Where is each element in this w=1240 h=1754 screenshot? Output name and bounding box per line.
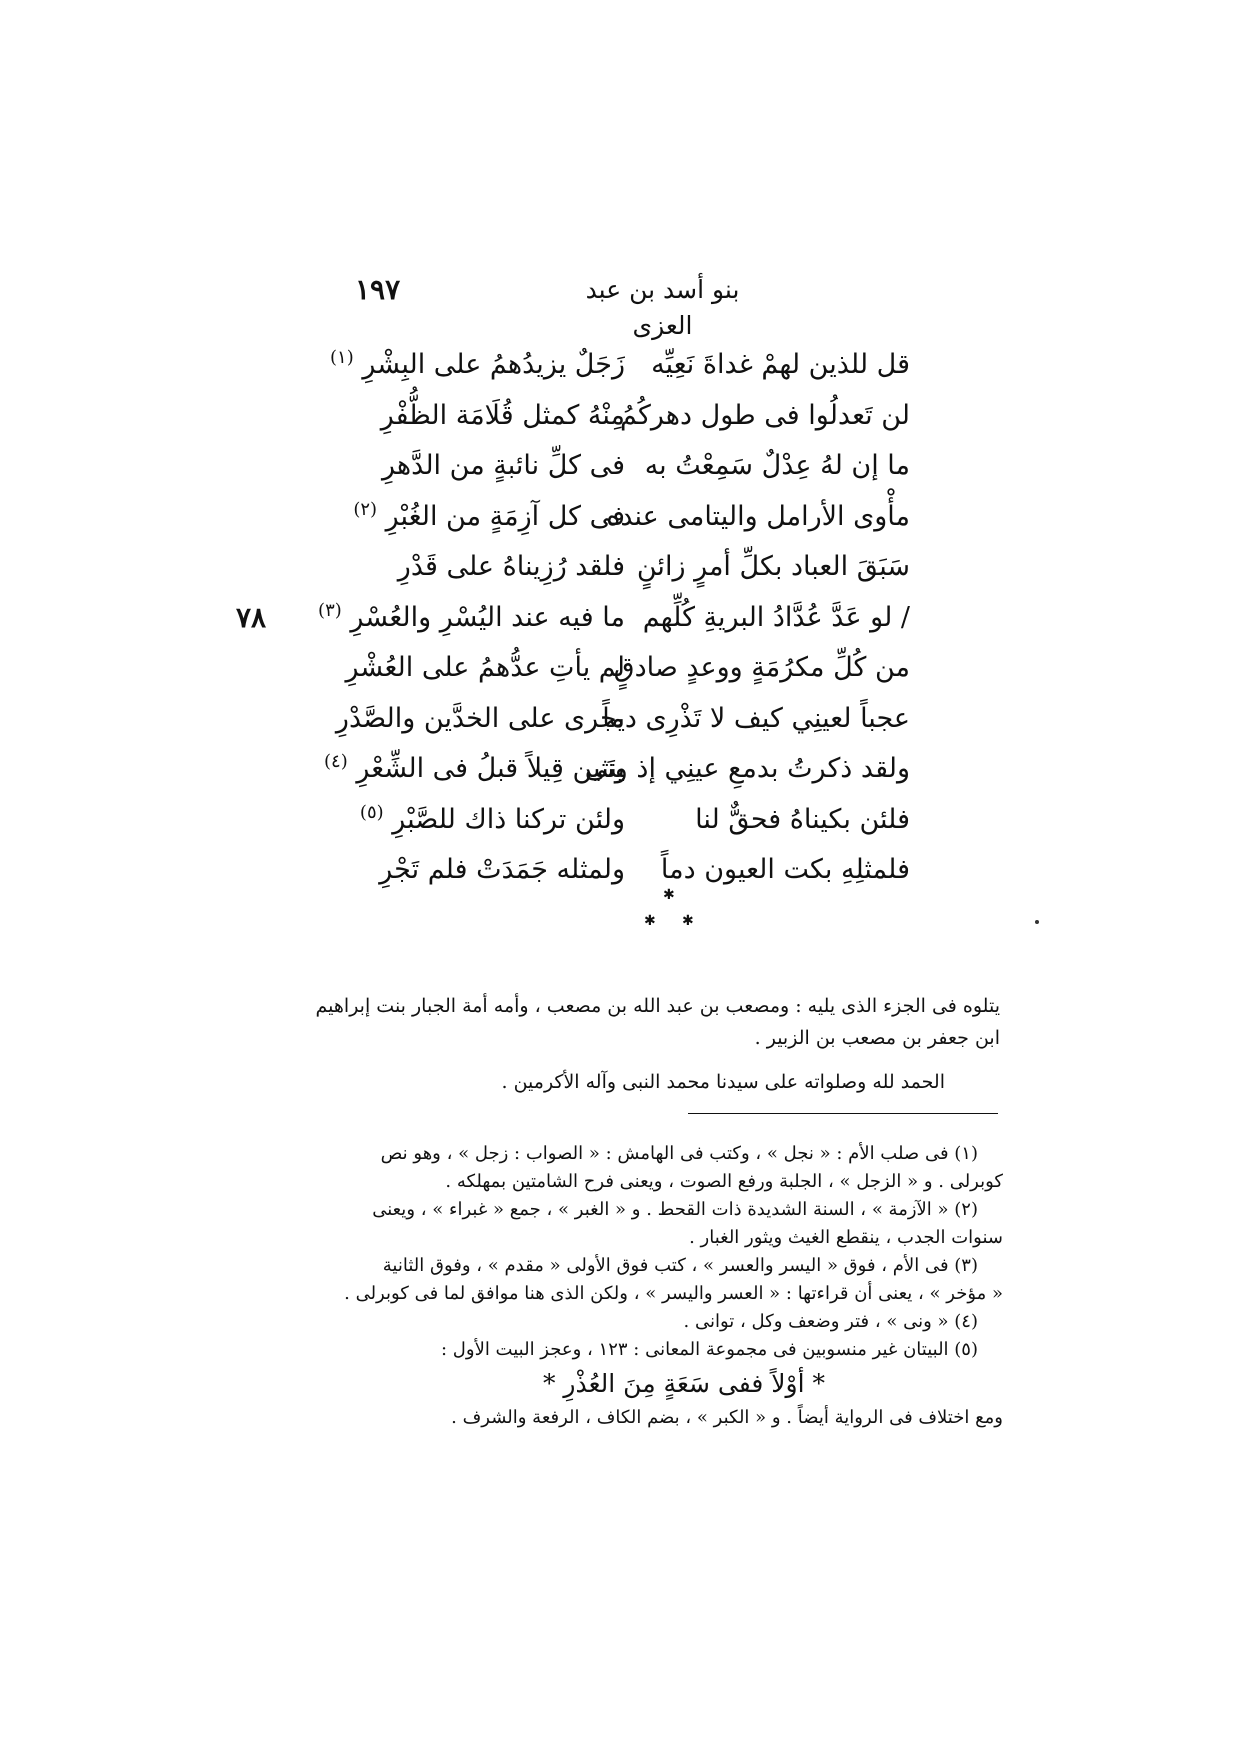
verse-second-hemistich (380, 441, 625, 491)
verse (380, 542, 910, 593)
footnote-line: « مؤخر » ، يعنى أن قراءتها : « العسر واليسر » ، ولكن الذى هنا موافق لما فى كوبرلى . (344, 1283, 1003, 1304)
colophon-line: يتلوه فى الجزء الذى يليه : ومصعب بن عبد الله بن مصعب ، وأمه أمة الجبار بنت إبراهيم (315, 995, 1000, 1017)
verse-second-hemistich (330, 340, 625, 390)
verse-second-hemistich (380, 845, 625, 895)
verse (353, 492, 910, 543)
footnote-separator (688, 1113, 998, 1114)
section-divider-asterisks (630, 888, 710, 934)
asterisk-icon: ✱ (682, 913, 694, 929)
verse-second-text: فى كل آزِمَةٍ من الغُبْرِ (385, 500, 625, 532)
footnote-line: (١) فى صلب الأم : « نجل » ، وكتب فى الهامش : « الصواب : زجل » ، وهو نص (380, 1143, 978, 1164)
footnote-reference: (٢) (353, 498, 378, 520)
verse-second-hemistich (324, 744, 625, 794)
footnote-line: (٢) « الآزمة » ، السنة الشديدة ذات القحط . و « الغبر » ، جمع « غبراء » ، ويعنى (372, 1199, 978, 1220)
verse-second-text: فلقد رُزِيناهُ على قَدْرِ (397, 551, 625, 582)
verse-second-text: ولئن تركنا ذاك للصَّبْرِ (392, 803, 625, 835)
verse (330, 340, 910, 391)
verse (380, 441, 910, 492)
verse-first-hemistich: / لو عَدَّ عُدَّادُ البريةِ كُلِّهم (642, 601, 910, 633)
running-title: بنو أسد بن عبد العزى (585, 275, 740, 340)
footnote-line: ومع اختلاف فى الرواية أيضاً . و « الكبر » ، بضم الكاف ، الرفعة والشرف . (451, 1407, 1003, 1428)
footnote-line: (٥) البيتان غير منسوبين فى مجموعة المعانى : ١٢٣ ، وعجز البيت الأول : (441, 1339, 978, 1360)
verse-first-hemistich: مأْوى الأرامل واليتامى عنده (606, 500, 910, 532)
poem (318, 340, 910, 896)
verse (380, 391, 910, 442)
verse (324, 744, 910, 795)
verse-second-text: ينثين قِيلاً قبلُ فى الشِّعْرِ (356, 753, 625, 784)
footnotes (325, 1140, 1003, 1432)
margin-page-number: ٧٨ (236, 601, 267, 634)
verse-first-hemistich: لن تَعدلُوا فى طول دهركُمُ (620, 399, 910, 431)
footnote-quoted-verse: * أوْلاً ففى سَعَةٍ مِنَ العُذْرِ * (542, 1369, 826, 1398)
verse-first-hemistich: عجباً لعينِي كيف لا تَذْرِى دماً (602, 702, 910, 734)
colophon-line: ابن جعفر بن مصعب بن الزبير . (754, 1027, 1000, 1049)
footnote-reference: (٥) (359, 801, 384, 823)
verse-first-hemistich: من كُلِّ مكرُمَةٍ ووعدٍ صادقٍ (613, 652, 910, 683)
verse (318, 593, 910, 644)
verse (345, 643, 910, 694)
verse-second-text: ما فيه عند اليُسْرِ والعُسْرِ (350, 601, 625, 633)
verse-first-hemistich: فلئن بكيناهُ فحقٌّ لنا (695, 803, 910, 835)
verse-second-text: مِنْهُ كمثل قُلَامَة الظُّفْرِ (380, 399, 625, 431)
footnote-reference: (٣) (318, 599, 342, 621)
verse-second-hemistich (380, 542, 625, 592)
verse-second-hemistich (380, 391, 625, 441)
footnote-line: (٤) « ونى » ، فتر وضعف وكل ، توانى . (683, 1311, 978, 1332)
footnote-line: (٣) فى الأم ، فوق « اليسر والعسر » ، كتب فوق الأولى « مقدم » ، وفوق الثانية (382, 1255, 978, 1276)
verse-first-hemistich: ما إن لهُ عِدْلٌ سَمِعْتُ به (644, 450, 910, 481)
footnote-line: كوبرلى . و « الزجل » ، الجلبة ورفع الصوت ، ويعنى فرح الشامتين بمهلكه . (445, 1171, 1003, 1192)
asterisk-icon: ✱ (663, 887, 675, 903)
verse-second-text: ولمثله جَمَدَتْ فلم تَجْرِ (379, 854, 625, 885)
verse (359, 795, 910, 846)
page-number: ١٩٧ (355, 273, 401, 306)
verse-first-hemistich: قل للذين لهمْ غداةَ نَعِيِّه (651, 349, 910, 380)
verse-second-text: زَجَلٌ يزيدُهمُ على البِشْرِ (362, 349, 625, 380)
verse-first-hemistich: سَبَقَ العباد بكلِّ أمرٍ زائنٍ (636, 551, 910, 582)
verse-second-hemistich (353, 492, 625, 542)
verse-second-hemistich (335, 694, 625, 744)
verse-first-hemistich: ولقد ذكرتُ بدمعِ عينِي إذ ونَى (584, 753, 910, 784)
stray-dot (1035, 920, 1039, 924)
verse-second-text: لم يأتِ عدُّهمُ على العُشْرِ (345, 652, 625, 683)
asterisk-icon: ✱ (644, 913, 656, 929)
footnote-reference: (٤) (324, 751, 348, 772)
verse-second-text: يجرى على الخدَّين والصَّدْرِ (335, 702, 625, 734)
verse (335, 694, 910, 745)
verse-second-text: فى كلِّ نائبةٍ من الدَّهرِ (382, 450, 625, 481)
verse-first-hemistich: فلمثلِهِ بكت العيون دماً (660, 854, 910, 885)
verse-second-hemistich (359, 795, 625, 845)
colophon-closing: الحمد لله وصلواته على سيدنا محمد النبى وآله الأكرمين . (501, 1071, 945, 1093)
verse-second-hemistich (318, 593, 625, 643)
footnote-reference: (١) (330, 347, 354, 368)
verse-second-hemistich (345, 643, 625, 693)
colophon (315, 990, 1000, 1098)
footnote-line: سنوات الجدب ، ينقطع الغيث ويثور الغبار . (689, 1227, 1003, 1248)
